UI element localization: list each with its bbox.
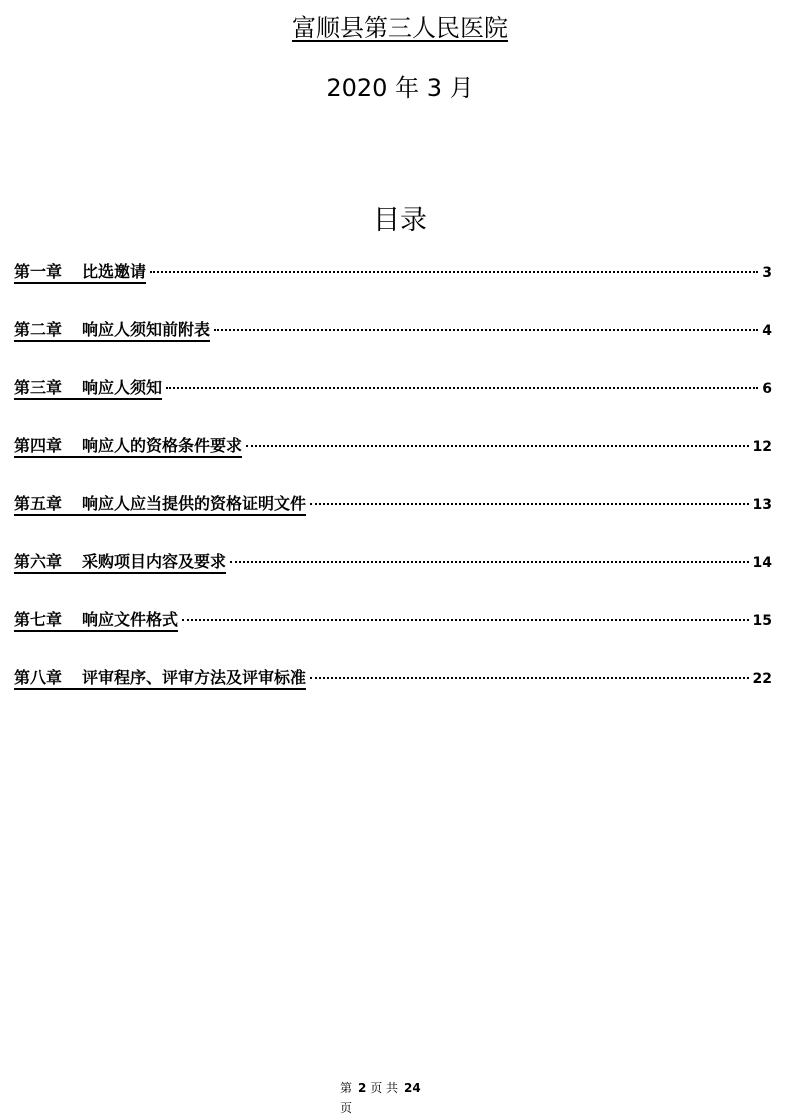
toc-page-number: 4 <box>762 323 772 339</box>
toc-entry-label <box>14 320 210 342</box>
toc-chapter-number: 第七章 <box>14 610 63 629</box>
toc-page-number: 22 <box>752 671 772 687</box>
toc-dot-leader <box>182 619 748 621</box>
toc-chapter-number: 第四章 <box>14 436 63 455</box>
toc-entry-chapter-3[interactable] <box>14 378 772 436</box>
toc-chapter-title: 采购项目内容及要求 <box>82 552 227 571</box>
toc-title: 目录 <box>373 205 427 236</box>
toc-entry-label <box>14 494 306 516</box>
toc-dot-leader <box>310 503 748 505</box>
toc-chapter-title: 响应人须知 <box>82 378 163 397</box>
toc-chapter-number: 第三章 <box>14 378 63 397</box>
toc-dot-leader <box>150 271 758 273</box>
toc-dot-leader <box>166 387 758 389</box>
toc-dot-leader <box>246 445 748 447</box>
toc-entry-label <box>14 668 306 690</box>
toc-entry-label <box>14 262 146 284</box>
toc-page-number: 6 <box>762 381 772 397</box>
footer-prefix: 第 <box>340 1081 353 1095</box>
toc-dot-leader <box>214 329 758 331</box>
toc-entry-chapter-1[interactable] <box>14 262 772 320</box>
toc-chapter-title: 响应文件格式 <box>82 610 179 629</box>
footer-middle: 页 共 <box>370 1081 399 1095</box>
toc-chapter-title: 响应人须知前附表 <box>82 320 211 339</box>
toc-page-number: 14 <box>752 555 772 571</box>
toc-page-number: 12 <box>752 439 772 455</box>
toc-page-number: 3 <box>762 265 772 281</box>
footer-current-page: 2 <box>358 1081 367 1095</box>
toc-chapter-number: 第一章 <box>14 262 63 281</box>
toc-entry-label <box>14 610 178 632</box>
toc-chapter-title: 比选邀请 <box>82 262 147 281</box>
footer-suffix: 页 <box>340 1101 353 1115</box>
toc-chapter-title: 评审程序、评审方法及评审标准 <box>82 668 307 687</box>
toc-page-number: 15 <box>752 613 772 629</box>
toc-dot-leader <box>310 677 748 679</box>
toc-entry-chapter-5[interactable] <box>14 494 772 552</box>
toc-entry-chapter-2[interactable] <box>14 320 772 378</box>
table-of-contents <box>14 262 772 726</box>
toc-entry-label <box>14 436 242 458</box>
header-organization: 富顺县第三人民医院 <box>292 14 508 42</box>
toc-chapter-number: 第五章 <box>14 494 63 513</box>
toc-entry-chapter-8[interactable] <box>14 668 772 726</box>
toc-page-number: 13 <box>752 497 772 513</box>
toc-entry-label <box>14 552 226 574</box>
toc-dot-leader <box>230 561 748 563</box>
toc-chapter-title: 响应人应当提供的资格证明文件 <box>82 494 307 513</box>
footer-total-pages: 24 <box>404 1081 421 1095</box>
toc-chapter-number: 第八章 <box>14 668 63 687</box>
toc-chapter-number: 第二章 <box>14 320 63 339</box>
toc-entry-chapter-6[interactable] <box>14 552 772 610</box>
toc-entry-label <box>14 378 162 400</box>
page-footer <box>340 1078 440 1118</box>
header-date: 2020 年 3 月 <box>326 74 474 102</box>
toc-chapter-number: 第六章 <box>14 552 63 571</box>
toc-entry-chapter-4[interactable] <box>14 436 772 494</box>
toc-chapter-title: 响应人的资格条件要求 <box>82 436 243 455</box>
toc-entry-chapter-7[interactable] <box>14 610 772 668</box>
